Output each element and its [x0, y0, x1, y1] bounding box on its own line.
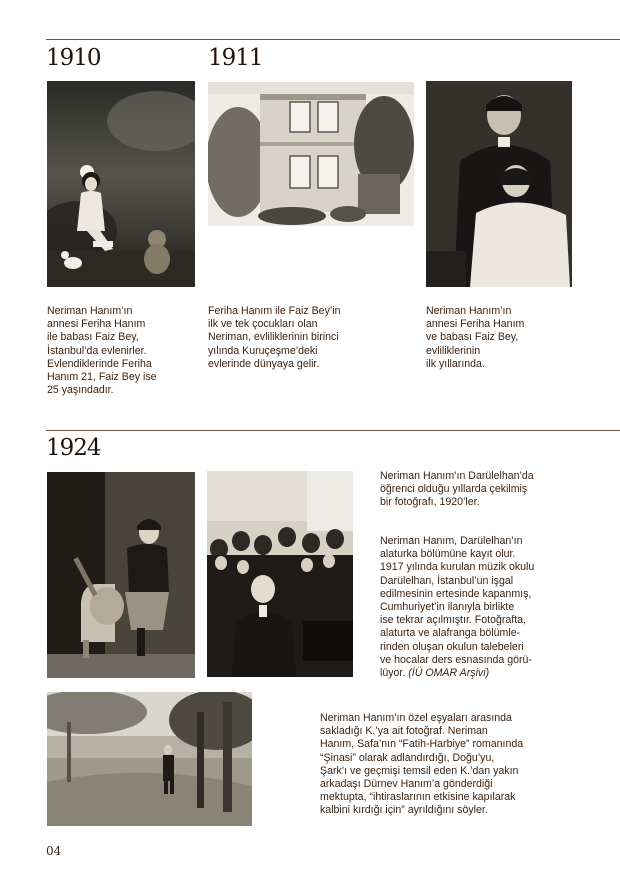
page-number: 04 [46, 844, 62, 858]
caption-parents: Neriman Hanım’ın annesi Feriha Hanım ve babası Faiz Bey, evliliklerinin ilk yıllarında. [426, 305, 525, 370]
top-rule [46, 39, 620, 40]
year-1911: 1911 [208, 45, 263, 71]
caption-1910: Neriman Hanım’ın annesi Feriha Hanım ile babası Faiz Bey, İstanbul’da evlenirler. Evlendiklerinde Feriha Hanım 21, Faiz Bey ise 25 yaşındadır. [47, 305, 157, 397]
mid-rule [46, 430, 620, 431]
photo-kurucesme-house [208, 82, 414, 226]
year-1924: 1924 [46, 435, 101, 461]
caption-1911: Feriha Hanım ile Faiz Bey’in ilk ve tek çocukları olan Neriman, evliliklerinin birinci yılında Kuruçeşme’deki evlerinde dünyaya gelir. [208, 305, 341, 370]
photo-parents-portrait [426, 81, 572, 287]
caption-1924-school: Neriman Hanım, Darülelhan’ın alaturka bölümüne kayıt olur. 1917 yılında kurulan müzik okulu Darülelhan, İstanbul’un işgal edilmesinin ertesinde kapanmış, Cumhuriyet’in ilanıyla birlikte ise tekrar açılmıştır. Fotoğrafta, alaturta ve alafranga bölümle- rinden oluşan okulun talebeleri ve hocalar ders esnasında görü- lüyor. [380, 535, 535, 680]
photo-woman-with-oud [47, 472, 195, 678]
caption-1924-portrait: Neriman Hanım’ın Darülelhan’da öğrenci olduğu yıllarda çekilmiş bir fotoğrafı, 1920’ler. [380, 470, 534, 509]
caption-k-photo: Neriman Hanım’ın özel eşyaları arasında sakladığı K.’ya ait fotoğraf. Neriman Hanım, Safa’nın “Fatih-Harbiye” romanında “Şinasi” olarak adlandırdığı, Doğu’yu, Şark’ı ve geçmişi temsil eden K.’dan yakın arkadaşı Dürnev Hanım’a gönderdiği mektupta, “ihtiraslarının etkisine kapılarak kalbini kırdığı için” ayrıldığını söyler. [320, 712, 524, 817]
year-1910: 1910 [46, 45, 101, 71]
photo-darulelhan-class [207, 471, 353, 677]
photo-child-with-teddy [47, 81, 195, 287]
caption-1924-credit: (İÜ OMAR Arşivi) [408, 667, 490, 680]
photo-k-walking-in-park [47, 692, 252, 826]
caption-1924-school-block [380, 535, 620, 680]
